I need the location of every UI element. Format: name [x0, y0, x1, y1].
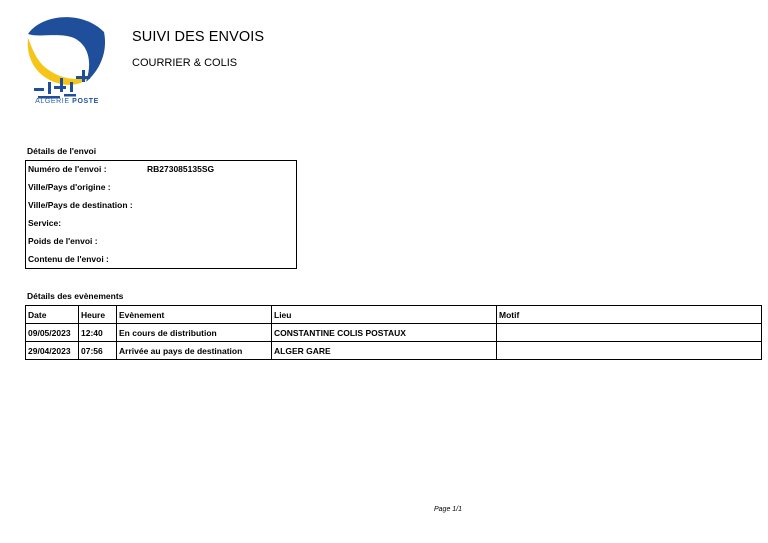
event-location: CONSTANTINE COLIS POSTAUX: [272, 324, 497, 342]
shipment-details-box: [25, 160, 297, 269]
detail-row-tracking: [28, 164, 215, 174]
detail-label: Service:: [28, 218, 62, 228]
detail-row-origin: [28, 182, 111, 192]
algerie-poste-logo: [24, 12, 108, 112]
events-table: [25, 305, 762, 360]
detail-label: Ville/Pays d'origine :: [28, 182, 111, 192]
column-header-event: Evènement: [117, 306, 272, 324]
event-description: Arrivée au pays de destination: [117, 342, 272, 360]
column-header-date: Date: [26, 306, 79, 324]
column-header-reason: Motif: [497, 306, 762, 324]
page-subtitle: COURRIER & COLIS: [132, 57, 238, 69]
detail-row-destination: [28, 200, 133, 210]
detail-label: Poids de l'envoi :: [28, 236, 98, 246]
detail-label: Ville/Pays de destination :: [28, 200, 133, 210]
column-header-time: Heure: [79, 306, 117, 324]
event-location: ALGER GARE: [272, 342, 497, 360]
table-header-row: [26, 306, 762, 324]
detail-label: Contenu de l'envoi :: [28, 254, 109, 264]
page-title: SUIVI DES ENVOIS: [132, 29, 265, 45]
table-row: [26, 342, 762, 360]
events-title: Détails des evènements: [27, 291, 124, 301]
column-header-location: Lieu: [272, 306, 497, 324]
detail-label: Numéro de l'envoi :: [28, 164, 107, 174]
logo-text-light: ALGÉRIE: [35, 98, 70, 105]
event-reason: [497, 324, 762, 342]
logo-text: [22, 98, 112, 105]
detail-row-content: [28, 254, 109, 264]
detail-row-weight: [28, 236, 98, 246]
event-time: 12:40: [79, 324, 117, 342]
event-date: 29/04/2023: [26, 342, 79, 360]
event-description: En cours de distribution: [117, 324, 272, 342]
logo-text-bold: POSTE: [72, 98, 99, 105]
page-number: Page 1/1: [434, 506, 463, 513]
event-reason: [497, 342, 762, 360]
shipment-details-title: Détails de l'envoi: [27, 146, 97, 156]
tracking-number: RB273085135SG: [147, 164, 215, 174]
event-time: 07:56: [79, 342, 117, 360]
table-row: [26, 324, 762, 342]
detail-row-service: [28, 218, 61, 228]
event-date: 09/05/2023: [26, 324, 79, 342]
